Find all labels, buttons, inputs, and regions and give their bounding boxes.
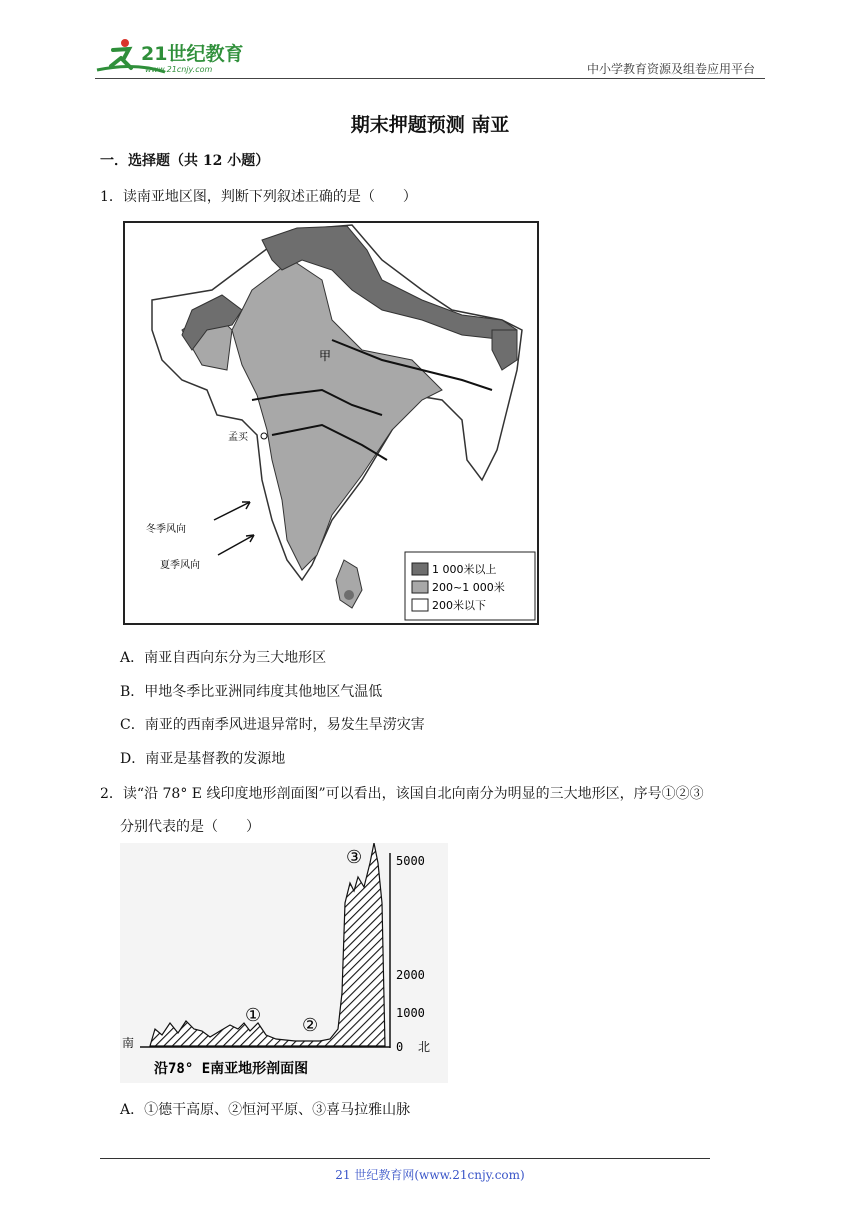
svg-text:孟买: 孟买 [228, 432, 248, 443]
svg-text:www.21cnjy.com: www.21cnjy.com [145, 65, 213, 74]
svg-text:200米以下: 200米以下 [432, 599, 486, 612]
svg-text:沿78° E南亚地形剖面图: 沿78° E南亚地形剖面图 [154, 1061, 309, 1077]
svg-text:甲: 甲 [319, 349, 332, 363]
map-legend [405, 552, 535, 620]
section-heading: 一．选择题（共 12 小题） [100, 153, 270, 169]
svg-text:0: 0 [396, 1040, 404, 1054]
svg-text:5000: 5000 [396, 854, 425, 868]
svg-text:1 000米以上: 1 000米以上 [432, 563, 497, 576]
q1-option-a: A．南亚自西向东分为三大地形区 [120, 650, 327, 666]
svg-text:北: 北 [418, 1040, 431, 1054]
svg-text:2000: 2000 [396, 968, 425, 982]
svg-text:③: ③ [346, 847, 363, 868]
question-2-stem-line2: 分别代表的是（ ） [120, 819, 260, 835]
svg-text:夏季风向: 夏季风向 [160, 560, 200, 571]
svg-text:②: ② [302, 1015, 319, 1036]
page-header [95, 30, 765, 78]
svg-text:21世纪教育: 21世纪教育 [141, 43, 244, 65]
q1-option-b: B．甲地冬季比亚洲同纬度其他地区气温低 [120, 684, 383, 700]
svg-text:冬季风向: 冬季风向 [146, 524, 186, 535]
footer-text[interactable]: 21 世纪教育网(www.21cnjy.com) [335, 1168, 525, 1182]
header-divider [95, 78, 765, 79]
platform-name: 中小学教育资源及组卷应用平台 [586, 62, 755, 76]
site-logo [95, 36, 265, 76]
south-asia-map [122, 220, 540, 626]
svg-text:南: 南 [122, 1036, 135, 1050]
page-title: 期末押题预测 南亚 [350, 114, 510, 136]
terrain-profile-figure [120, 843, 448, 1083]
svg-text:200~1 000米: 200~1 000米 [432, 581, 505, 594]
q1-option-c: C．南亚的西南季风进退异常时，易发生旱涝灾害 [120, 717, 425, 733]
svg-text:①: ① [245, 1005, 262, 1026]
question-1-stem: 1．读南亚地区图，判断下列叙述正确的是（ ） [100, 189, 417, 205]
q1-option-d: D．南亚是基督教的发源地 [120, 751, 286, 767]
question-2-stem-line1: 2．读“沿 78° E 线印度地形剖面图”可以看出，该国自北向南分为明显的三大地形区，序号①②③ [100, 786, 704, 802]
footer-divider [100, 1158, 710, 1159]
svg-text:1000: 1000 [396, 1006, 425, 1020]
q2-option-a: A．①德干高原、②恒河平原、③喜马拉雅山脉 [120, 1102, 411, 1118]
